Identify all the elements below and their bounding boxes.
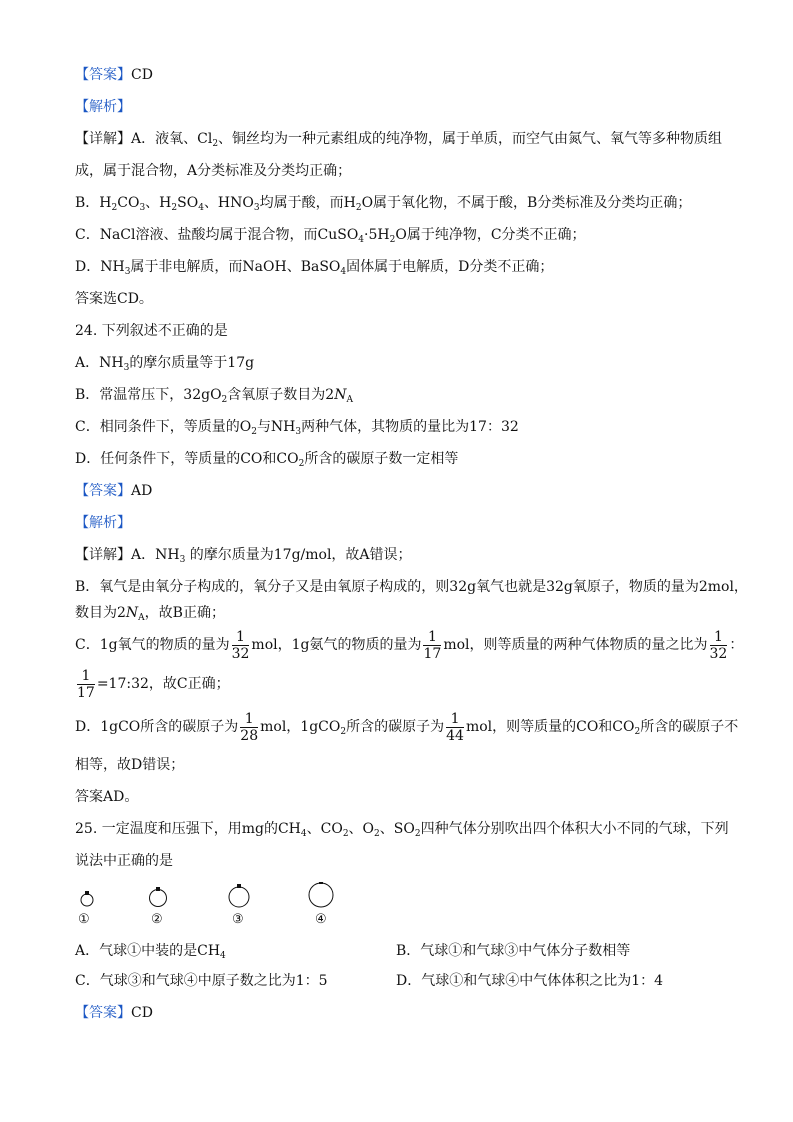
subscript: 2 — [111, 203, 118, 213]
subscript: 2 — [212, 139, 219, 149]
subscript: 3 — [139, 203, 146, 213]
subscript: 3 — [253, 203, 260, 213]
q25-option-b — [396, 942, 630, 960]
subscript: 4 — [340, 267, 347, 277]
answer-label: 【答案】 — [75, 483, 131, 499]
balloon-1 — [81, 891, 93, 906]
q24-detail-b — [75, 578, 748, 596]
option-text: C．气球③和气球④中原子数之比为1：5 — [75, 973, 328, 989]
question-stem: 、SO — [379, 821, 415, 837]
question-stem: 、CO — [306, 821, 343, 837]
fraction-denominator: 32 — [231, 645, 250, 662]
analysis-label: 【解析】 — [75, 515, 131, 531]
subscript: 4 — [220, 951, 226, 961]
answer-value: AD — [131, 483, 153, 499]
subscript: 2 — [355, 203, 362, 213]
detail-text: ·5H — [364, 227, 390, 243]
option-text: B．常温常压下，32gO — [75, 387, 222, 403]
option-text: A．NH — [75, 355, 124, 371]
detail-text: 成，属于混合物，A分类标准及分类均正确； — [75, 163, 352, 179]
q24-detail-d — [75, 709, 738, 745]
fraction-1-17 — [77, 668, 95, 701]
detail-text: 属于非电解质，而NaOH、BaSO — [130, 259, 341, 275]
fraction-numerator: 1 — [423, 629, 441, 646]
detail-text: D．1gCO所含的碳原子为 — [75, 719, 239, 735]
answer-label: 【答案】 — [75, 1005, 131, 1021]
subscript: 2 — [389, 235, 396, 245]
detail-text: A．NH — [131, 547, 180, 563]
answer-value: CD — [131, 1005, 153, 1021]
q23-detail-a-cont — [75, 162, 351, 180]
conclusion-text: 答案选CD。 — [75, 291, 153, 307]
fraction-1-44 — [446, 711, 464, 744]
detail-text: mol，1gCO — [260, 719, 341, 735]
q23-conclusion — [75, 290, 153, 308]
fraction-denominator: 44 — [446, 727, 464, 744]
option-text: 含氧原子数目为2 — [227, 387, 335, 403]
subscript: 4 — [198, 203, 204, 213]
subscript: 3 — [123, 363, 130, 373]
question-stem: 24. 下列叙述不正确的是 — [75, 323, 228, 339]
detail-text: B．H — [75, 195, 112, 211]
detail-text: mol，则等质量的两种气体物质的量之比为 — [443, 637, 708, 653]
q24-option-a — [75, 354, 254, 372]
detail-text: C．NaCl溶液、盐酸均属于混合物，而CuSO — [75, 227, 359, 243]
q23-detail-d — [75, 258, 553, 276]
q25-option-d — [396, 972, 663, 990]
q24-conclusion — [75, 788, 138, 806]
subscript: 2 — [634, 727, 641, 737]
option-text: 与NH — [256, 419, 296, 435]
subscript: 2 — [340, 727, 347, 737]
subscript: 2 — [414, 829, 421, 839]
balloon-2 — [150, 887, 167, 907]
answer-label: 【答案】 — [75, 67, 131, 83]
detail-text: 的摩尔质量为17g/mol，故A错误； — [185, 547, 412, 563]
conclusion-text: 答案AD。 — [75, 789, 139, 805]
fraction-denominator: 17 — [77, 684, 95, 701]
q23-answer-line — [75, 66, 153, 84]
detail-text: 均属于酸，而H — [259, 195, 356, 211]
question-stem: 25. 一定温度和压强下，用mg的CH — [75, 821, 301, 837]
fraction-denominator: 32 — [709, 645, 728, 662]
q24-answer-line — [75, 482, 152, 500]
q24-detail-c-cont — [75, 666, 230, 702]
q23-detail-c — [75, 226, 586, 244]
detail-text: 、铜丝均为一种元素组成的纯净物，属于单质，而空气由氮气、氧气等多种物质组 — [218, 131, 723, 147]
q25-stem — [75, 820, 729, 838]
detail-text: ，故B正确； — [144, 605, 225, 621]
detail-text: CO — [117, 195, 140, 211]
fraction-numerator: 1 — [240, 711, 258, 728]
detail-text: 数目为2 — [75, 605, 126, 621]
balloon-4 — [309, 882, 333, 907]
q24-stem — [75, 322, 228, 340]
fraction-denominator: 17 — [423, 645, 442, 662]
detail-text: 固体属于电解质，D分类不正确； — [346, 259, 554, 275]
option-text: 所含的碳原子数一定相等 — [304, 451, 459, 467]
fraction-1-32 — [710, 629, 728, 662]
q24-detail-d-cont — [75, 756, 184, 774]
fraction-1-32 — [232, 629, 250, 662]
detail-text: 所含的碳原子不 — [640, 719, 739, 735]
option-text: D．任何条件下，等质量的CO和CO — [75, 451, 299, 467]
q24-option-d — [75, 450, 458, 468]
subscript: A — [138, 613, 145, 623]
subscript: 4 — [300, 829, 307, 839]
option-text: 的摩尔质量等于17g — [129, 355, 255, 371]
q23-detail-a — [75, 130, 722, 148]
question-stem: 四种气体分别吹出四个体积大小不同的气球，下列 — [420, 821, 729, 837]
option-text: 两种气体，其物质的量比为17：32 — [301, 419, 519, 435]
subscript: 2 — [342, 829, 349, 839]
subscript: 3 — [124, 267, 131, 277]
subscript: 2 — [298, 459, 305, 469]
option-text: C．相同条件下，等质量的O — [75, 419, 252, 435]
q25-answer-line — [75, 1004, 153, 1022]
detail-text: 、HNO — [203, 195, 254, 211]
subscript: 2 — [221, 395, 228, 405]
subscript: 3 — [295, 427, 302, 437]
q25-option-a — [75, 942, 226, 960]
detail-text: B．氧气是由氧分子构成的，氧分子又是由氧原子构成的，则32g氧气也就是32g氧原子，物质的量为2mol， — [75, 579, 748, 595]
detail-label: 【详解】 — [75, 547, 131, 563]
q25-option-c — [75, 972, 328, 990]
subscript: 2 — [251, 427, 257, 437]
detail-text: 、H — [145, 195, 172, 211]
balloon-3 — [229, 884, 249, 907]
fraction-numerator: 1 — [446, 711, 464, 728]
q23-detail-b — [75, 194, 691, 212]
q24-option-c — [75, 418, 519, 436]
option-text: D．气球①和气球④中气体体积之比为1：4 — [396, 973, 664, 989]
option-text: A．气球①中装的是CH — [75, 943, 221, 959]
option-text: N — [334, 387, 347, 403]
q23-analysis-label — [75, 98, 131, 116]
subscript: 3 — [179, 555, 186, 565]
balloon-label-3: ③ — [232, 912, 244, 927]
question-stem: 、O — [348, 821, 375, 837]
balloon-label-1: ① — [78, 912, 90, 927]
fraction-numerator: 1 — [232, 629, 250, 646]
detail-text: 所含的碳原子为 — [346, 719, 445, 735]
detail-text: 相等，故D错误； — [75, 757, 185, 773]
subscript: 2 — [171, 203, 178, 213]
detail-text: =17:32，故C正确； — [96, 676, 230, 692]
detail-text: N — [125, 605, 139, 621]
detail-text: A．液氧、Cl — [131, 131, 213, 147]
fraction-1-28 — [240, 711, 258, 744]
q25-stem-cont — [75, 852, 173, 870]
q24-detail-a — [75, 546, 412, 564]
detail-label: 【详解】 — [75, 131, 131, 147]
detail-text: mol，则等质量的CO和CO — [465, 719, 635, 735]
q24-option-b — [75, 386, 353, 404]
detail-text: ： — [729, 637, 744, 653]
question-stem: 说法中正确的是 — [75, 853, 173, 869]
fraction-1-17 — [423, 629, 441, 662]
option-text: B．气球①和气球③中气体分子数相等 — [396, 943, 631, 959]
q24-analysis-label — [75, 514, 131, 532]
fraction-numerator: 1 — [77, 668, 95, 685]
detail-text: D．NH — [75, 259, 125, 275]
subscript: A — [346, 395, 353, 405]
detail-text: C．1g氧气的物质的量为 — [75, 637, 230, 653]
detail-text: SO — [177, 195, 199, 211]
detail-text: mol，1g氨气的物质的量为 — [251, 637, 422, 653]
balloon-label-2: ② — [151, 912, 163, 927]
q24-detail-c — [75, 627, 743, 663]
fraction-denominator: 28 — [240, 727, 259, 744]
detail-text: O属于氧化物，不属于酸，B分类标准及分类均正确； — [361, 195, 692, 211]
balloon-label-4: ④ — [315, 912, 327, 927]
subscript: 2 — [374, 829, 380, 839]
fraction-numerator: 1 — [710, 629, 728, 646]
answer-value: CD — [131, 67, 153, 83]
analysis-label: 【解析】 — [75, 99, 131, 115]
q24-detail-b-cont — [75, 604, 225, 622]
detail-text: O属于纯净物，C分类不正确； — [395, 227, 586, 243]
subscript: 4 — [358, 235, 365, 245]
